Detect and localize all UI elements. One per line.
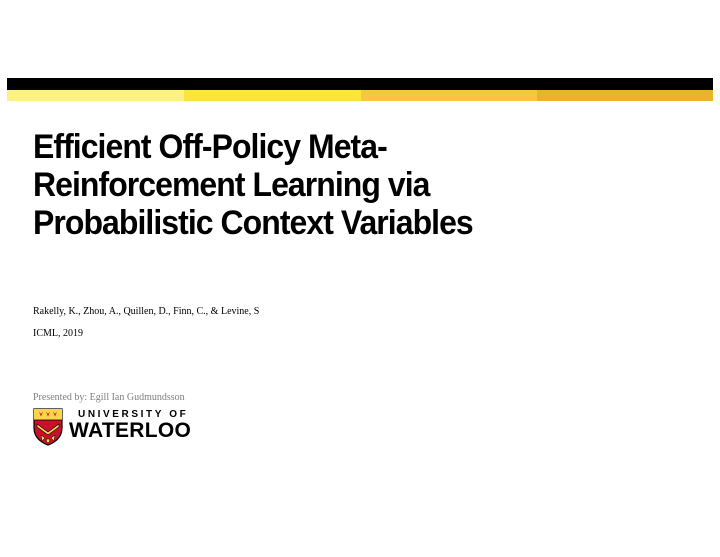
header-stripe-4 [537,90,713,101]
logo-wordmark-top: UNIVERSITY OF [78,409,189,420]
slide-title: Efficient Off-Policy Meta-Reinforcement Learning via Probabilistic Context Variables [33,128,473,242]
title-slide [7,0,713,557]
logo-wordmark-main: WATERLOO [69,419,192,442]
presenter-credit: Presented by: Egill Ian Gudmundsson [33,392,185,403]
header-black-bar [7,78,713,90]
header-stripe-1 [7,90,184,101]
university-logo [33,408,203,448]
waterloo-crest-icon [33,408,63,446]
header-stripe-3 [361,90,537,101]
header-stripe-2 [184,90,361,101]
publication-venue: ICML, 2019 [33,328,83,339]
author-list: Rakelly, K., Zhou, A., Quillen, D., Finn, C., & Levine, S [33,306,260,317]
